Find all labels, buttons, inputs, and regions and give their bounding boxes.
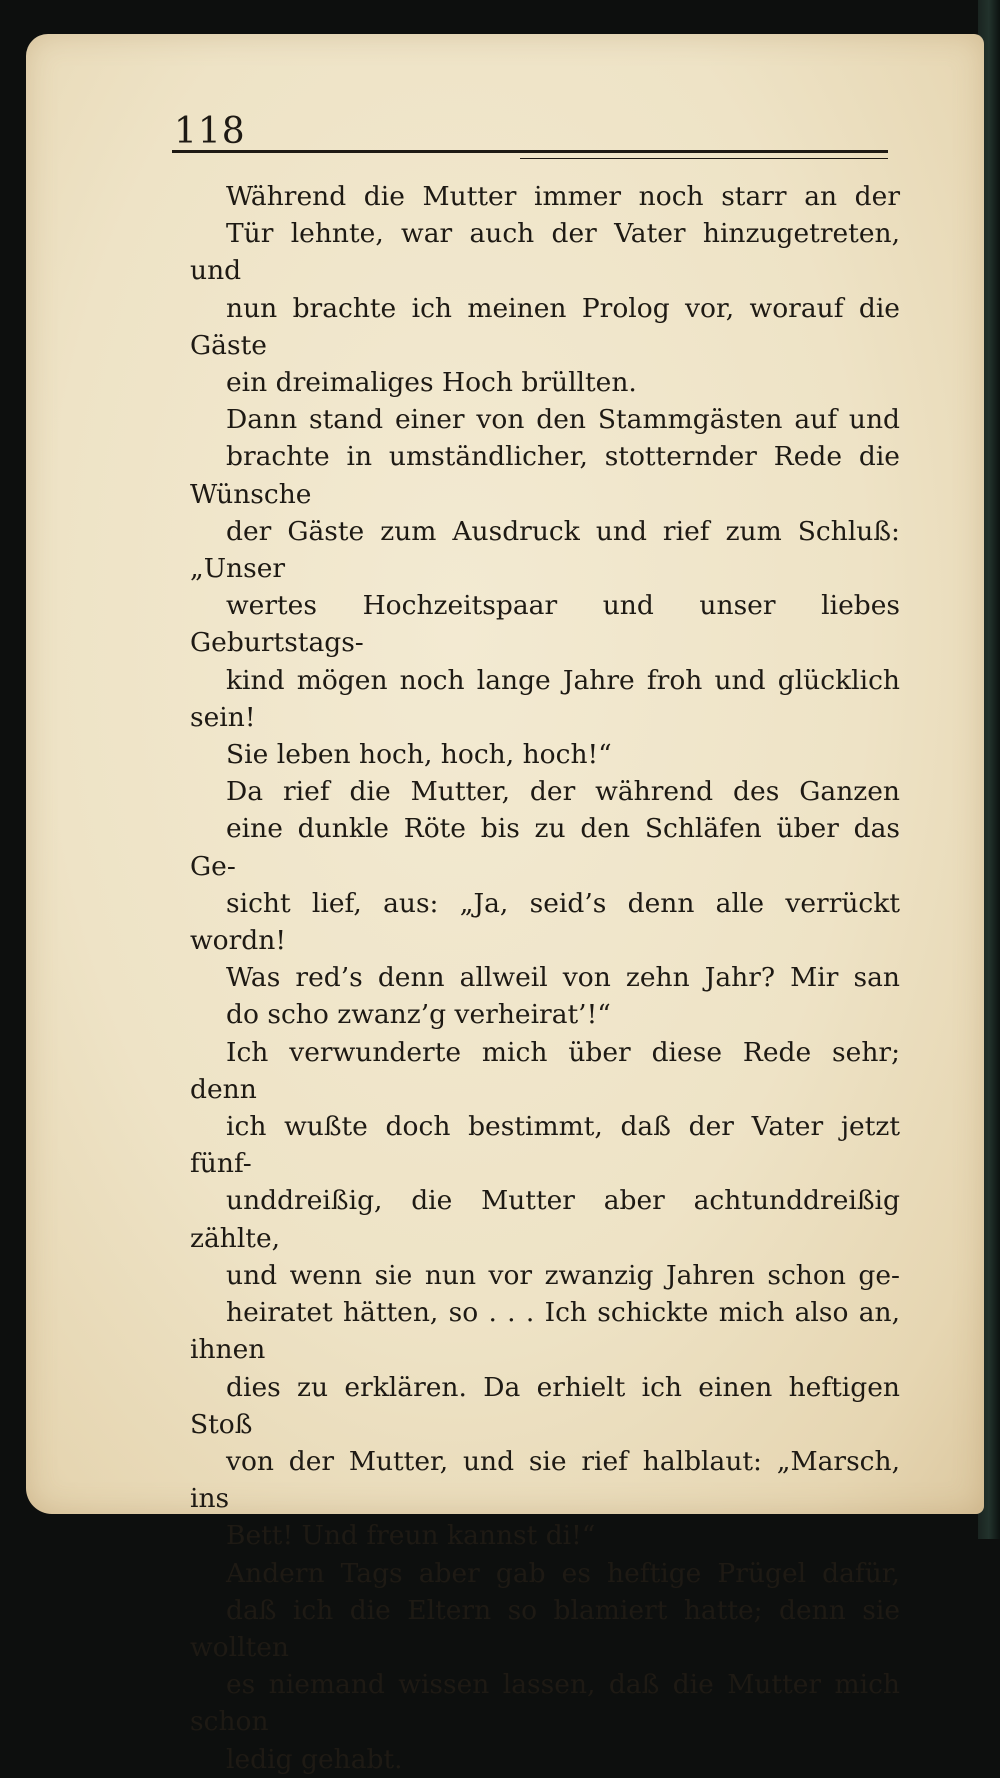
page-number: 118 (174, 111, 246, 152)
text-line: Dann stand einer von den Stammgästen auf und (226, 404, 900, 436)
paragraph (190, 773, 900, 1033)
paragraph (190, 178, 900, 401)
text-line: Tür lehnte, war auch der Vater hinzugetreten, und (190, 218, 900, 287)
text-line: eine dunkle Röte bis zu den Schläfen über das Ge- (190, 813, 900, 882)
text-line: Andern Tags aber gab es heftige Prügel dafür, (226, 1557, 900, 1589)
text-line: ledig gehabt. (226, 1743, 403, 1775)
header-rule (172, 150, 888, 153)
text-line: von der Mutter, und sie rief halblaut: „Marsch, ins (190, 1445, 900, 1515)
paragraph (190, 1555, 900, 1778)
text-line: Was red’s denn allweil von zehn Jahr? Mir san (226, 962, 900, 994)
text-line: Bett! Und freun kannst di!“ (226, 1520, 596, 1552)
text-line: brachte in umständlicher, stotternder Rede die Wünsche (190, 441, 900, 510)
paragraph (190, 401, 900, 773)
text-line: heiratet hätten, so . . . Ich schickte mich also an, ihnen (190, 1297, 900, 1366)
text-line: Da rief die Mutter, der während des Ganzen (226, 776, 900, 808)
text-line: Sie leben hoch, hoch, hoch!“ (226, 739, 612, 771)
text-line: ein dreimaliges Hoch brüllten. (226, 367, 637, 399)
text-line: do scho zwanz’g verheirat’!“ (226, 999, 611, 1031)
text-line: ich wußte doch bestimmt, daß der Vater jetzt fünf- (190, 1111, 900, 1180)
text-line: der Gäste zum Ausdruck und rief zum Schluß: „Unser (190, 515, 900, 585)
text-line: wertes Hochzeitspaar und unser liebes Geburtstags- (190, 590, 900, 659)
text-line: nun brachte ich meinen Prolog vor, worauf die Gäste (190, 292, 900, 361)
text-line: kind mögen noch lange Jahre froh und glücklich sein! (190, 664, 900, 733)
text-line: dies zu erklären. Da erhielt ich einen heftigen Stoß (190, 1371, 900, 1440)
text-line: Ich verwunderte mich über diese Rede sehr; denn (190, 1036, 900, 1105)
text-line: es niemand wissen lassen, daß die Mutter mich schon (190, 1669, 900, 1738)
text-line: sicht lief, aus: „Ja, seid’s denn alle verrückt wordn! (190, 887, 900, 957)
text-line: unddreißig, die Mutter aber achtunddreißig zählte, (190, 1185, 900, 1254)
text-line: daß ich die Eltern so blamiert hatte; denn sie wollten (190, 1594, 900, 1663)
text-line: Während die Mutter immer noch starr an der (226, 181, 900, 212)
header-rule-thin (520, 158, 888, 159)
body-text (190, 178, 900, 1778)
paragraph (190, 1034, 900, 1555)
text-line: und wenn sie nun vor zwanzig Jahren schon ge- (226, 1259, 900, 1291)
